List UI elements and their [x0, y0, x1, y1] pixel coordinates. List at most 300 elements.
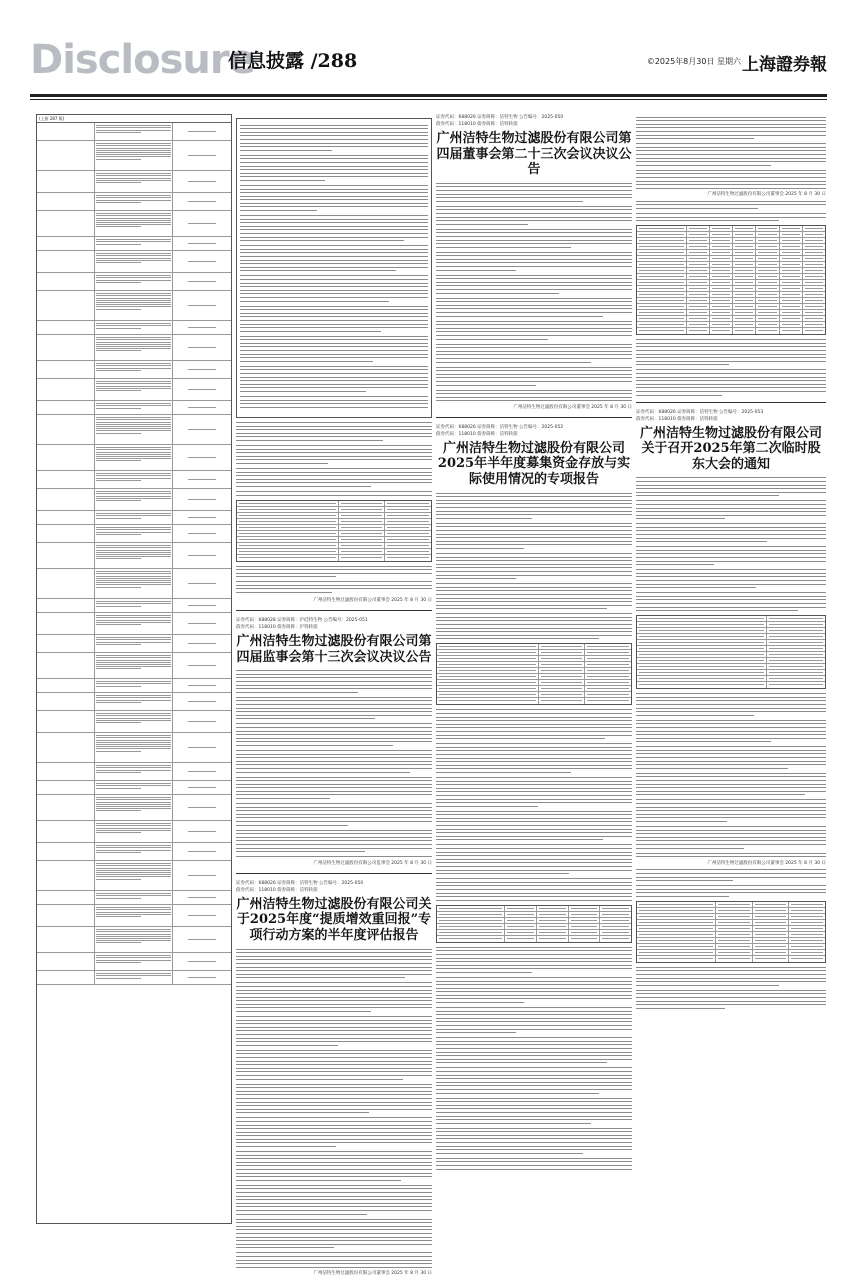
text-line — [636, 885, 826, 886]
text-line — [636, 753, 826, 754]
table-cell — [733, 256, 756, 261]
table-cell — [339, 543, 386, 548]
text-line — [240, 125, 428, 126]
table-cell — [687, 310, 710, 315]
table-row — [37, 321, 231, 335]
text-line — [436, 1123, 591, 1124]
table-row — [37, 733, 231, 763]
table-cell — [173, 693, 231, 710]
text-line — [636, 880, 733, 881]
table-cell — [733, 232, 756, 237]
table-cell — [789, 938, 825, 943]
text-line — [240, 233, 428, 234]
table-cell — [637, 262, 687, 267]
text-line — [236, 1256, 432, 1257]
table-cell — [687, 232, 710, 237]
table-cell — [173, 401, 231, 414]
signature: 广州洁特生物过滤股份有限公司董事会 2025 年 8 月 30 日 — [707, 192, 826, 198]
table-cell — [687, 286, 710, 291]
text-line — [236, 723, 432, 724]
issue-date: ©2025年8月30日 星期六 — [646, 57, 741, 66]
table-cell — [733, 316, 756, 321]
table-cell — [437, 650, 539, 655]
text-line — [436, 289, 632, 290]
text-line — [436, 1029, 632, 1030]
table-cell — [437, 930, 505, 935]
text-line — [236, 1094, 432, 1095]
table-cell — [803, 286, 825, 291]
table-cell — [37, 891, 95, 904]
text-line — [636, 873, 826, 874]
text-line — [236, 1199, 432, 1200]
body-text — [636, 201, 826, 221]
announcement-body — [636, 869, 826, 897]
announcement-shareholder-meeting — [636, 409, 826, 1009]
text-line — [636, 978, 826, 979]
text-line — [436, 537, 632, 538]
text-line — [636, 481, 826, 482]
text-line — [436, 575, 632, 576]
text-line — [636, 357, 826, 358]
table-cell — [173, 653, 231, 678]
text-line — [236, 959, 432, 960]
table-cell — [237, 525, 339, 530]
table-cell — [733, 268, 756, 273]
table-cell — [37, 445, 95, 470]
text-line — [636, 1001, 826, 1002]
table-cell — [237, 513, 339, 518]
table-cell — [95, 891, 173, 904]
table-cell — [637, 938, 716, 943]
text-line — [240, 387, 428, 388]
table-cell — [753, 926, 790, 931]
table-cell — [585, 686, 631, 691]
announcement-title: 广州洁特生物过滤股份有限公司关于召开2025年第二次临时股东大会的通知 — [639, 425, 822, 472]
text-line — [236, 780, 432, 781]
table-cell — [37, 679, 95, 692]
text-line — [636, 787, 826, 788]
table-cell — [37, 401, 95, 414]
text-line — [236, 468, 432, 469]
announcement-meta: 证券代码：688026 证券简称：洁特生物 公告编号：2025-050 — [436, 115, 564, 120]
text-line — [236, 1233, 432, 1234]
text-line — [436, 598, 632, 599]
text-line — [436, 873, 569, 874]
text-line — [436, 1169, 632, 1170]
text-line — [436, 802, 632, 803]
text-line — [436, 988, 632, 989]
table-cell — [173, 361, 231, 378]
text-line — [236, 731, 432, 732]
table-cell — [767, 622, 825, 627]
text-line — [436, 727, 632, 728]
text-line — [636, 892, 826, 893]
text-line — [636, 546, 826, 547]
text-line — [436, 624, 632, 625]
text-line — [240, 189, 428, 190]
text-line — [236, 741, 432, 742]
text-line — [236, 681, 432, 682]
table-cell — [173, 445, 231, 470]
text-line — [636, 746, 826, 747]
body-text — [236, 566, 432, 594]
text-line — [436, 1032, 516, 1033]
table-cell — [789, 908, 825, 913]
announcement-supervisory-board — [236, 617, 432, 867]
text-line — [240, 139, 428, 140]
text-line — [436, 243, 632, 244]
text-line — [636, 837, 826, 838]
text-line — [236, 1214, 367, 1215]
text-line — [636, 138, 754, 139]
text-line — [436, 240, 632, 241]
table-cell — [539, 662, 586, 667]
text-line — [436, 818, 632, 819]
text-line — [636, 492, 826, 493]
table-cell — [37, 543, 95, 568]
text-line — [636, 776, 826, 777]
text-line — [240, 256, 428, 257]
text-line — [636, 354, 826, 355]
text-line — [240, 206, 428, 207]
text-line — [636, 504, 826, 505]
text-line — [436, 896, 632, 897]
table-cell — [753, 914, 790, 919]
text-line — [240, 327, 428, 328]
text-line — [236, 798, 330, 799]
text-line — [240, 219, 428, 220]
table-cell — [753, 944, 790, 949]
text-line — [236, 718, 375, 719]
table-cell — [505, 918, 537, 923]
table-cell — [803, 256, 825, 261]
table-row — [37, 679, 231, 693]
text-line — [436, 1119, 632, 1120]
text-line — [240, 222, 428, 223]
table-cell — [637, 634, 767, 639]
text-line — [240, 346, 428, 347]
text-line — [236, 1142, 432, 1143]
text-line — [236, 692, 358, 693]
table-cell — [37, 251, 95, 272]
body-text — [236, 422, 432, 496]
text-line — [236, 1121, 432, 1122]
text-line — [240, 162, 428, 163]
text-line — [240, 309, 428, 310]
table-continuation-box — [236, 118, 432, 418]
table-cell — [767, 664, 825, 669]
table-cell — [95, 781, 173, 794]
table-row — [37, 489, 231, 511]
text-line — [236, 1098, 432, 1099]
text-line — [636, 364, 729, 365]
table-cell — [637, 292, 687, 297]
table-cell — [767, 682, 825, 688]
text-line — [436, 381, 632, 382]
text-line — [240, 301, 389, 302]
text-line — [236, 1188, 432, 1189]
text-line — [636, 127, 826, 128]
text-line — [436, 855, 632, 856]
text-line — [236, 787, 432, 788]
text-line — [436, 590, 632, 591]
text-line — [436, 377, 632, 378]
table-cell — [95, 141, 173, 170]
text-line — [436, 638, 599, 639]
table-cell — [95, 711, 173, 732]
text-line — [236, 967, 432, 968]
text-line — [636, 369, 826, 370]
text-line — [436, 961, 632, 962]
text-line — [240, 366, 428, 367]
text-line — [240, 339, 428, 340]
text-line — [240, 135, 428, 136]
text-line — [236, 956, 432, 957]
text-line — [240, 286, 428, 287]
text-line — [240, 249, 428, 250]
announcement-quality-action — [236, 880, 432, 1277]
text-line — [240, 313, 428, 314]
text-line — [236, 837, 432, 838]
table-cell — [803, 238, 825, 243]
table-cell — [173, 905, 231, 926]
text-line — [436, 709, 632, 710]
text-line — [636, 761, 826, 762]
table-cell — [173, 321, 231, 334]
text-line — [436, 224, 528, 225]
text-line — [236, 1091, 432, 1092]
table-cell — [716, 902, 753, 907]
table-cell — [733, 226, 756, 231]
announcement-meta-2: 债券代码：118010 债券简称：洁特转债 — [636, 416, 718, 422]
text-line — [436, 259, 632, 260]
text-line — [436, 829, 632, 830]
table-cell — [780, 256, 803, 261]
table-cell — [780, 286, 803, 291]
table-cell — [173, 211, 231, 236]
text-line — [236, 688, 432, 689]
text-line — [236, 830, 432, 831]
text-line — [236, 821, 432, 822]
text-line — [436, 186, 632, 187]
text-line — [636, 220, 779, 221]
table-cell — [733, 310, 756, 315]
text-line — [240, 283, 428, 284]
table-cell — [687, 262, 710, 267]
table-cell — [780, 292, 803, 297]
text-line — [636, 188, 826, 189]
table-cell — [37, 321, 95, 334]
text-line — [236, 1079, 403, 1080]
table-cell — [803, 274, 825, 279]
text-line — [236, 1192, 432, 1193]
announcement-title: 广州洁特生物过滤股份有限公司第四届监事会第十三次会议决议公告 — [236, 634, 432, 665]
text-line — [636, 181, 826, 182]
text-line — [236, 963, 432, 964]
text-line — [636, 154, 826, 155]
table-row — [637, 328, 825, 334]
table-cell — [539, 656, 586, 661]
table-cell — [237, 537, 339, 542]
table-cell — [95, 733, 173, 762]
table-row — [437, 936, 631, 942]
text-line — [636, 720, 826, 721]
text-line — [636, 990, 826, 991]
text-line — [636, 361, 826, 362]
text-line — [236, 452, 432, 453]
table-cell — [710, 268, 733, 273]
text-line — [636, 553, 826, 554]
table-cell — [385, 525, 431, 530]
text-line — [436, 1078, 632, 1079]
table-cell — [767, 646, 825, 651]
table-cell — [710, 280, 733, 285]
text-line — [436, 1059, 632, 1060]
table-cell — [95, 471, 173, 488]
table-cell — [37, 653, 95, 678]
text-line — [436, 977, 632, 978]
text-line — [636, 981, 826, 982]
text-line — [436, 544, 632, 545]
table-cell — [733, 238, 756, 243]
text-line — [636, 508, 826, 509]
text-line — [436, 500, 632, 501]
text-line — [636, 518, 725, 519]
table-cell — [37, 905, 95, 926]
table-cell — [780, 268, 803, 273]
table-cell — [95, 599, 173, 612]
text-line — [236, 459, 432, 460]
table-cell — [637, 250, 687, 255]
table-row — [37, 237, 231, 251]
table-cell — [710, 322, 733, 327]
text-line — [636, 173, 826, 174]
table-cell — [803, 328, 825, 334]
table-cell — [710, 304, 733, 309]
table-cell — [95, 905, 173, 926]
text-line — [436, 1007, 632, 1008]
text-line — [436, 731, 632, 732]
table-row — [37, 795, 231, 821]
text-line — [240, 166, 428, 167]
text-line — [636, 587, 756, 588]
table-row — [437, 698, 631, 704]
text-line — [436, 972, 532, 973]
table-cell — [37, 711, 95, 732]
table-cell — [37, 335, 95, 360]
table-cell — [756, 256, 779, 261]
table-row — [37, 543, 231, 569]
disclosure-wordmark: Disclosure — [30, 37, 255, 83]
text-line — [236, 475, 432, 476]
text-line — [436, 1146, 632, 1147]
text-line — [436, 328, 632, 329]
text-line — [636, 120, 826, 121]
text-line — [240, 267, 428, 268]
table-cell — [710, 316, 733, 321]
text-line — [236, 677, 432, 678]
table-cell — [537, 936, 569, 942]
text-line — [236, 1105, 432, 1106]
text-line — [236, 573, 432, 574]
table-cell — [716, 932, 753, 937]
table-cell — [756, 250, 779, 255]
text-line — [436, 1082, 632, 1083]
text-line — [636, 557, 826, 558]
table-cell — [767, 634, 825, 639]
text-line — [636, 584, 826, 585]
table-cell — [339, 549, 386, 554]
announcement-meta: 证券代码：688026 证券简称：洁特生物 公告编号：2025-053 — [636, 409, 764, 415]
text-line — [436, 557, 632, 558]
text-line — [240, 237, 428, 238]
table-cell — [710, 310, 733, 315]
text-line — [236, 708, 432, 709]
table-cell — [173, 141, 231, 170]
table-cell — [437, 698, 539, 704]
text-line — [236, 670, 432, 671]
table-cell — [803, 310, 825, 315]
announcement-title: 广州洁特生物过滤股份有限公司第四届董事会第二十三次会议决议公告 — [436, 131, 632, 178]
table-cell — [733, 262, 756, 267]
text-line — [636, 380, 826, 381]
text-line — [436, 217, 632, 218]
text-line — [436, 781, 632, 782]
text-line — [236, 1084, 432, 1085]
table-row — [37, 211, 231, 237]
table-cell — [789, 950, 825, 955]
text-line — [636, 727, 826, 728]
table-cell — [569, 924, 601, 929]
table-cell — [780, 226, 803, 231]
table-cell — [339, 555, 386, 561]
table-cell — [505, 930, 537, 935]
announcement-meta: 证券代码：688028 证券简称：沪硅特生物 公告编号：2025-051 — [236, 618, 368, 624]
text-line — [240, 400, 428, 401]
table-cell — [789, 920, 825, 925]
text-line — [240, 290, 428, 291]
table-cell — [756, 274, 779, 279]
table-cell — [687, 244, 710, 249]
table-cell — [95, 445, 173, 470]
table-cell — [437, 674, 539, 679]
table-cell — [789, 932, 825, 937]
table-cell — [37, 123, 95, 140]
table-cell — [733, 292, 756, 297]
text-line — [636, 346, 826, 347]
text-line — [240, 169, 428, 170]
signature: 广州洁特生物过滤股份有限公司董事会 2025 年 8 月 30 日 — [313, 598, 432, 604]
table-cell — [95, 763, 173, 780]
text-line — [236, 472, 432, 473]
table-cell — [437, 924, 505, 929]
table-cell — [37, 525, 95, 542]
table-cell — [37, 613, 95, 634]
table-cell — [733, 280, 756, 285]
table-cell — [95, 379, 173, 400]
table-cell — [173, 489, 231, 510]
table-cell — [95, 843, 173, 860]
table-cell — [173, 861, 231, 890]
text-line — [236, 1139, 432, 1140]
table-cell — [37, 193, 95, 210]
table-cell — [437, 692, 539, 697]
text-line — [436, 571, 632, 572]
text-line — [236, 1020, 432, 1021]
table-cell — [585, 656, 631, 661]
table-cell — [95, 401, 173, 414]
table-cell — [600, 906, 631, 911]
